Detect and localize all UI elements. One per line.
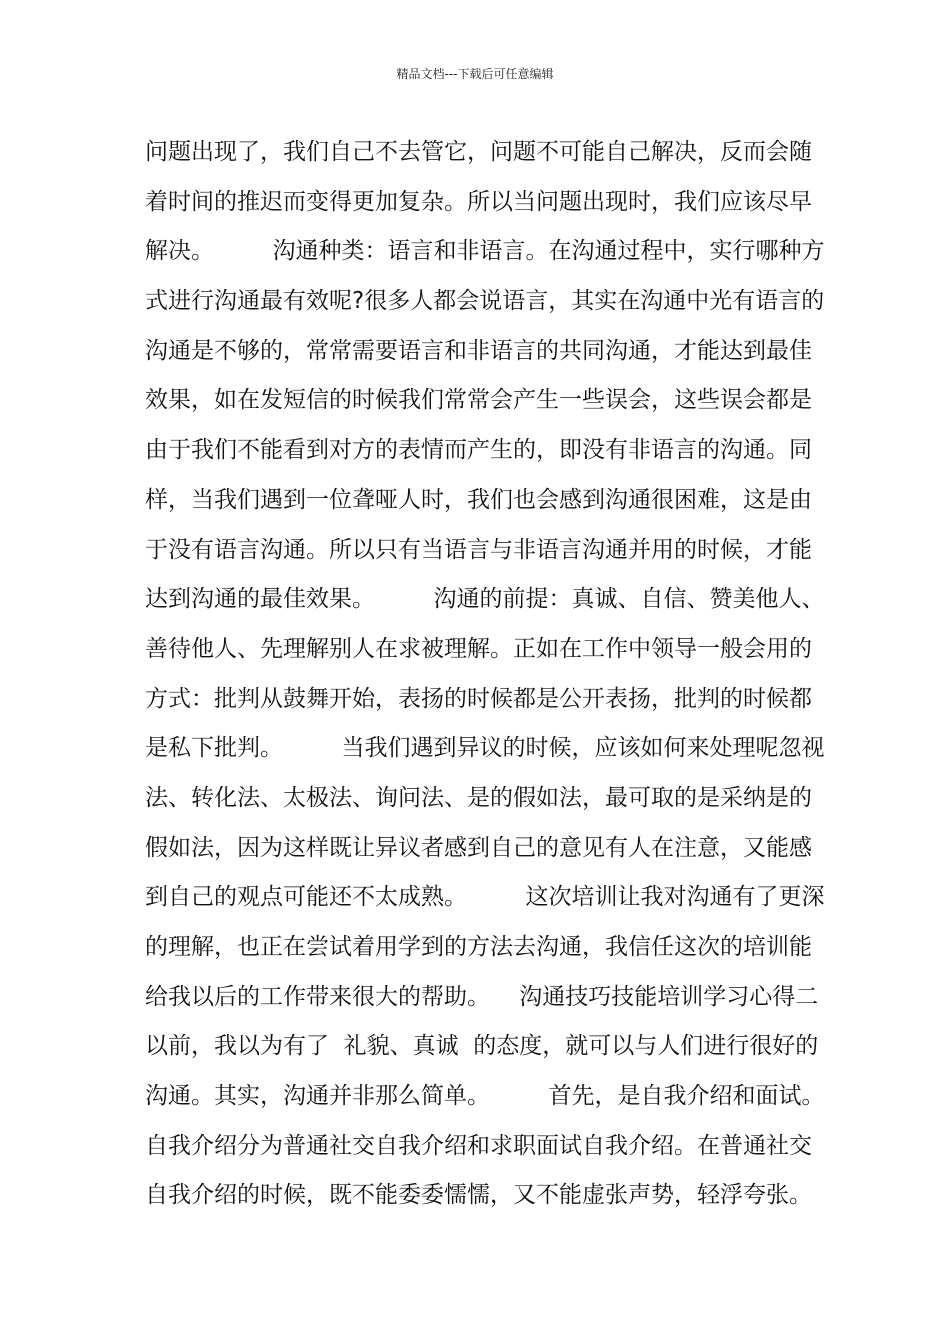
text-line: 解决。 沟通种类：语言和非语言。在沟通过程中，实行哪种方 <box>145 238 825 265</box>
body-text <box>145 128 825 1221</box>
text-line: 以前，我以为有了 礼貌、真诚 的态度，就可以与人们进行很好的 <box>145 1033 819 1060</box>
text-line: 自我介绍分为普通社交自我介绍和求职面试自我介绍。在普通社交 <box>145 1132 812 1159</box>
text-line: 的理解，也正在尝试着用学到的方法去沟通，我信任这次的培训能 <box>145 934 812 960</box>
text-line: 效果，如在发短信的时候我们常常会产生一些误会，这些误会都是 <box>145 387 812 414</box>
text-line: 到自己的观点可能还不太成熟。 这次培训让我对沟通有了更深 <box>145 884 825 911</box>
text-line: 问题出现了，我们自己不去管它，问题不可能自己解决，反而会随 <box>145 139 812 165</box>
text-line: 善待他人、先理解别人在求被理解。正如在工作中领导一般会用的 <box>145 635 812 662</box>
text-line: 是私下批判。 当我们遇到异议的时候，应该如何来处理呢忽视 <box>145 735 825 762</box>
text-line: 法、转化法、太极法、询问法、是的假如法，最可取的是采纳是的 <box>145 784 812 811</box>
text-line: 沟通。其实，沟通并非那么简单。 首先，是自我介绍和面试。 <box>145 1083 825 1110</box>
text-line: 方式：批判从鼓舞开始，表扬的时候都是公开表扬，批判的时候都 <box>145 685 812 712</box>
text-line: 沟通是不够的，常常需要语言和非语言的共同沟通，才能达到最佳 <box>145 337 812 364</box>
text-line: 达到沟通的最佳效果。 沟通的前提：真诚、自信、赞美他人、 <box>145 586 825 613</box>
text-line: 自我介绍的时候，既不能委委懦懦，又不能虚张声势，轻浮夸张。 <box>145 1182 812 1209</box>
text-line: 样，当我们遇到一位聋哑人时，我们也会感到沟通很困难，这是由 <box>145 486 812 513</box>
page-header: 精品文档---下载后可任意编辑 <box>396 67 554 81</box>
text-line: 式进行沟通最有效呢?很多人都会说语言，其实在沟通中光有语言的 <box>145 288 825 315</box>
text-line: 着时间的推迟而变得更加复杂。所以当问题出现时，我们应该尽早 <box>145 188 812 215</box>
text-line: 由于我们不能看到对方的表情而产生的，即没有非语言的沟通。同 <box>145 437 812 464</box>
text-line: 假如法，因为这样既让异议者感到自己的意见有人在注意，又能感 <box>145 834 812 861</box>
text-line: 于没有语言沟通。所以只有当语言与非语言沟通并用的时候，才能 <box>145 536 812 563</box>
text-line: 给我以后的工作带来很大的帮助。 沟通技巧技能培训学习心得二 <box>145 983 819 1010</box>
